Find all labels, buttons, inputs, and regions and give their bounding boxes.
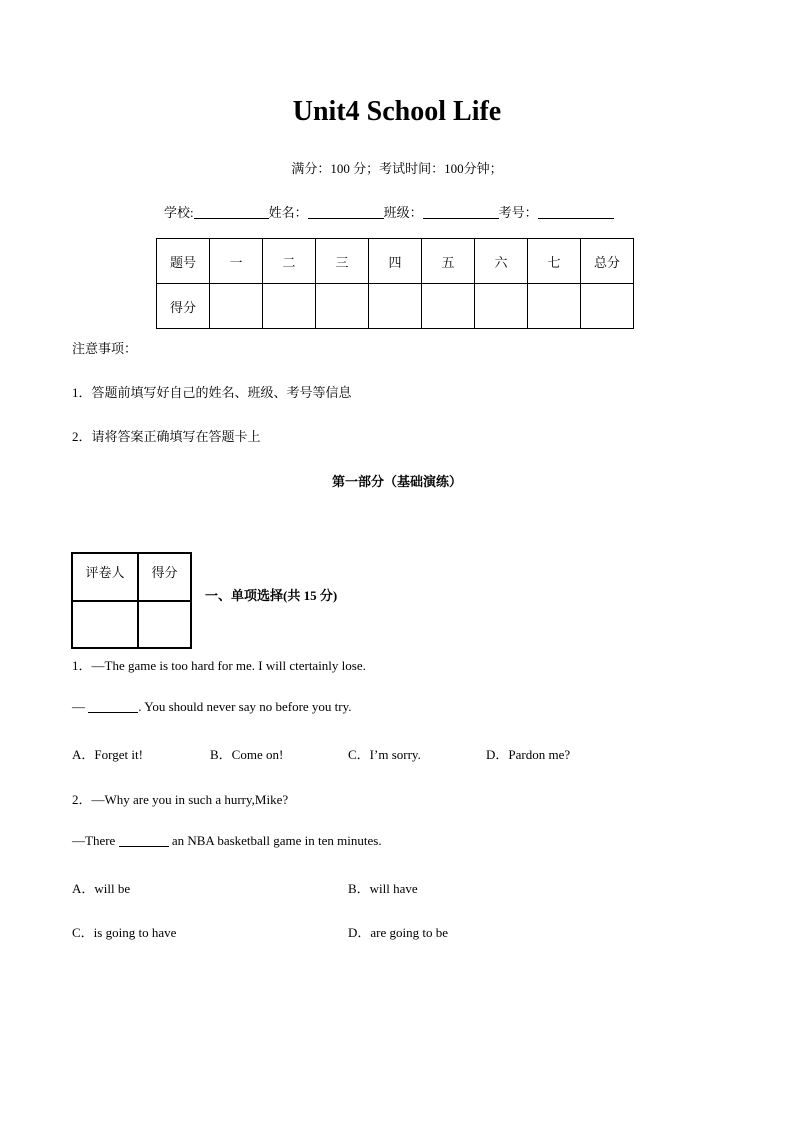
score-cell[interactable] <box>422 284 475 329</box>
score-cell[interactable] <box>263 284 316 329</box>
question-1-line2-prefix: — <box>72 699 85 714</box>
grader-label: 评卷人 <box>72 553 138 601</box>
question-2-line2 <box>72 833 382 849</box>
question-1-line2-suffix: . You should never say no before you try. <box>138 699 352 714</box>
name-blank[interactable] <box>308 204 384 219</box>
grader-name-cell[interactable] <box>72 601 138 648</box>
class-label: 班级： <box>383 205 423 220</box>
question-1-line2 <box>72 699 352 715</box>
score-header-cell: 三 <box>316 239 369 284</box>
student-info-line <box>164 202 614 221</box>
score-header-cell: 六 <box>475 239 528 284</box>
question-2-line2-suffix: an NBA basketball game in ten minutes. <box>171 833 382 848</box>
score-header-cell: 五 <box>422 239 475 284</box>
question-2-prompt: 2．—Why are you in such a hurry,Mike? <box>72 792 289 807</box>
option-c[interactable]: C．I’m sorry. <box>348 747 421 762</box>
score-header-cell: 一 <box>210 239 263 284</box>
question-2-line2-prefix: —There <box>72 833 116 848</box>
option-b[interactable]: B．Come on! <box>210 747 284 762</box>
id-blank[interactable] <box>538 204 614 219</box>
part-title: 第一部分（基础演练） <box>331 474 462 489</box>
question-1-prompt: 1．—The game is too hard for me. I will ctertainly lose. <box>72 658 366 673</box>
option-c[interactable]: C．is going to have <box>72 925 177 940</box>
option-d[interactable]: D．are going to be <box>348 925 449 940</box>
id-label: 考号： <box>498 205 538 220</box>
class-blank[interactable] <box>423 204 499 219</box>
answer-blank[interactable] <box>119 834 169 847</box>
score-cell[interactable] <box>316 284 369 329</box>
score-cell[interactable] <box>369 284 422 329</box>
note-item: 1．答题前填写好自己的姓名、班级、考号等信息 <box>72 385 352 400</box>
option-b[interactable]: B．will have <box>348 881 418 896</box>
score-header-cell: 七 <box>528 239 581 284</box>
name-label: 姓名： <box>268 205 308 220</box>
grader-score-cell[interactable] <box>138 601 191 648</box>
score-header-cell: 四 <box>369 239 422 284</box>
school-blank[interactable] <box>194 204 269 219</box>
exam-title: Unit4 School Life <box>292 96 502 127</box>
exam-subtitle: 满分：100 分；考试时间：100分钟； <box>291 161 503 176</box>
score-table-score-row <box>157 284 634 329</box>
grader-score-label: 得分 <box>138 553 191 601</box>
score-header-cell: 总分 <box>581 239 634 284</box>
score-cell[interactable] <box>210 284 263 329</box>
answer-blank[interactable] <box>88 700 138 713</box>
score-table-header-row <box>157 239 634 284</box>
note-item: 2．请将答案正确填写在答题卡上 <box>72 429 261 444</box>
option-a[interactable]: A．Forget it! <box>72 747 143 762</box>
score-row-label: 得分 <box>157 284 210 329</box>
score-cell[interactable] <box>475 284 528 329</box>
grader-table <box>71 552 192 649</box>
score-header-cell: 题号 <box>157 239 210 284</box>
score-header-cell: 二 <box>263 239 316 284</box>
notes-heading: 注意事项： <box>72 341 138 356</box>
score-cell[interactable] <box>581 284 634 329</box>
option-d[interactable]: D．Pardon me? <box>486 747 571 762</box>
score-table <box>156 238 634 329</box>
section-title: 一、单项选择(共 15 分) <box>205 588 338 603</box>
score-cell[interactable] <box>528 284 581 329</box>
option-a[interactable]: A．will be <box>72 881 131 896</box>
school-label: 学校: <box>164 205 194 220</box>
